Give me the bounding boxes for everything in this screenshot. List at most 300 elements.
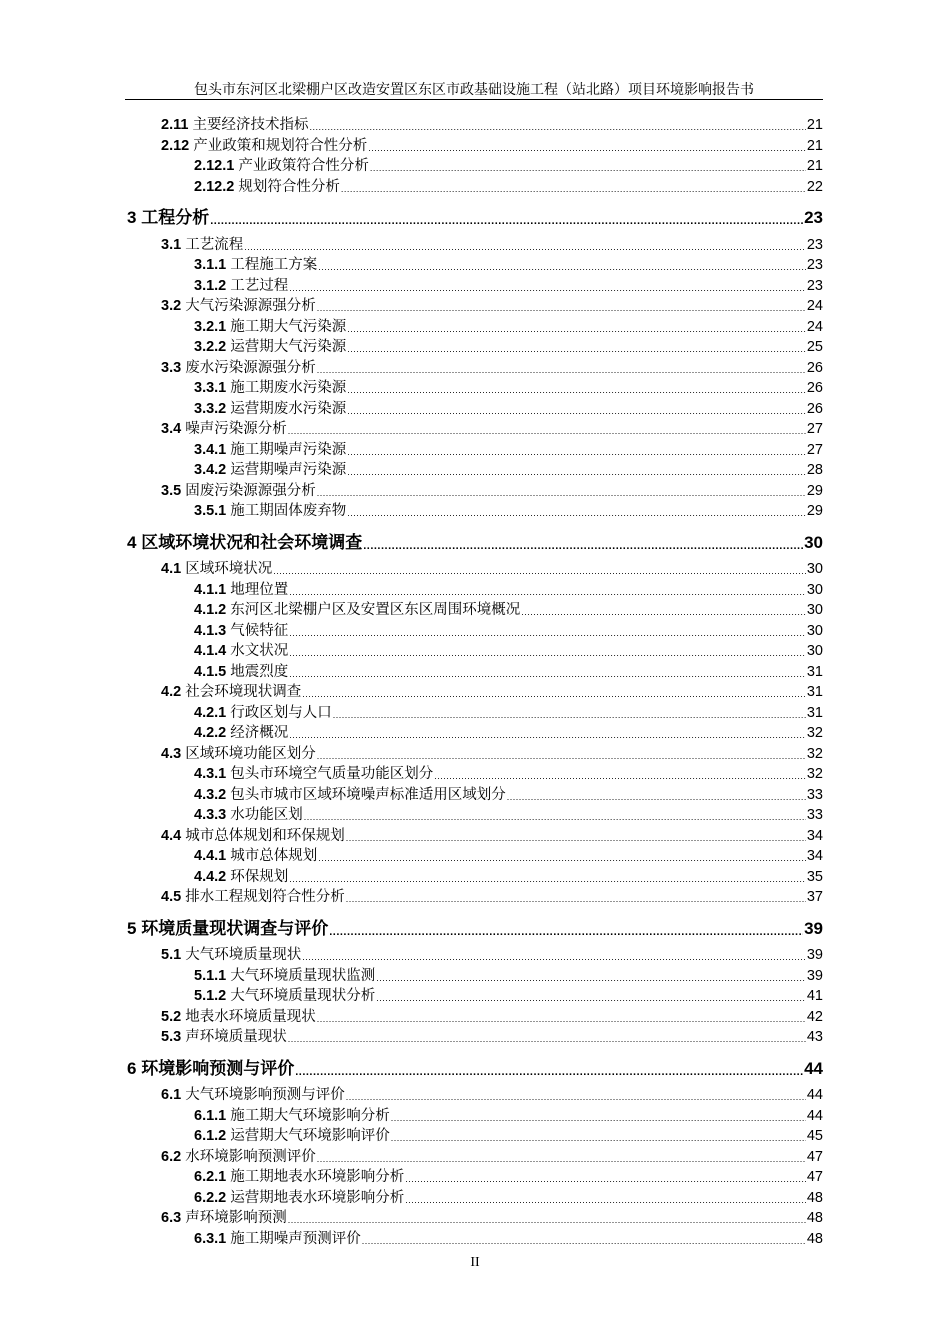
- toc-leader-dots: [376, 970, 806, 986]
- toc-entry-number: 2.12.2: [194, 178, 235, 195]
- toc-entry-title: 东河区北梁棚户区及安置区东区周围环境概况: [230, 602, 521, 618]
- toc-leader-dots: [370, 160, 806, 176]
- toc-entry-label: [194, 662, 288, 682]
- toc-entry-page: 25: [806, 339, 823, 355]
- toc-entry-page: 31: [806, 663, 823, 680]
- toc-leader-dots: [346, 891, 806, 907]
- toc-entry-title: 施工期固体废弃物: [230, 503, 347, 519]
- toc-entry-page: 43: [806, 1029, 823, 1045]
- toc-entry-number: 4.3.1: [194, 766, 227, 782]
- toc-entry-number: 5.1.1: [194, 967, 227, 984]
- toc-entry-label: [194, 255, 317, 275]
- toc-entry-number: 2.12: [161, 137, 190, 154]
- toc-entry[interactable]: [194, 764, 823, 784]
- toc-entry-title: 大气环境质量现状分析: [230, 988, 376, 1004]
- toc-entry-title: 包头市城市区域环境噪声标准适用区域划分: [230, 786, 506, 803]
- toc-entry-label: [161, 945, 301, 965]
- toc-entry-page: 23: [806, 257, 823, 273]
- toc-entry-title: 地震烈度: [230, 663, 289, 680]
- toc-entry-label: [194, 501, 346, 521]
- toc-entry-page: 21: [806, 117, 823, 133]
- toc-entry-title: 气候特征: [230, 622, 289, 639]
- toc-entry[interactable]: [161, 1208, 823, 1228]
- toc-entry[interactable]: [194, 580, 823, 600]
- toc-entry-number: 5: [127, 918, 137, 938]
- toc-entry-number: 6.1: [161, 1087, 182, 1103]
- toc-entry-number: 4.1: [161, 561, 182, 577]
- toc-entry-page: 22: [806, 178, 823, 195]
- toc-entry[interactable]: [194, 1167, 823, 1187]
- toc-entry-number: 5.2: [161, 1008, 182, 1025]
- toc-entry-label: [194, 317, 346, 337]
- toc-entry-number: 4.3: [161, 745, 182, 762]
- toc-entry-number: 3.3: [161, 359, 182, 376]
- toc-entry-title: 施工期废水污染源: [230, 380, 347, 396]
- toc-leader-dots: [309, 119, 805, 135]
- toc-entry[interactable]: [194, 846, 823, 866]
- toc-entry-page: 32: [806, 745, 823, 762]
- toc-leader-dots: [368, 140, 806, 156]
- toc-entry[interactable]: [161, 481, 823, 501]
- toc-entry[interactable]: [161, 419, 823, 439]
- toc-leader-dots: [329, 923, 803, 941]
- toc-leader-dots: [317, 362, 806, 378]
- toc-entry[interactable]: [194, 276, 823, 296]
- toc-leader-dots: [317, 748, 806, 764]
- toc-entry-number: 3.5.1: [194, 503, 227, 519]
- toc-entry-label: [161, 115, 308, 135]
- toc-entry[interactable]: [161, 826, 823, 846]
- toc-entry-number: 4.1.2: [194, 602, 227, 618]
- toc-entry-title: 施工期噪声预测评价: [230, 1230, 361, 1247]
- toc-entry-page: 27: [806, 421, 823, 437]
- toc-entry[interactable]: [161, 115, 823, 135]
- toc-entry[interactable]: [194, 501, 823, 521]
- toc-entry-page: 44: [806, 1087, 823, 1103]
- toc-entry-number: 6: [127, 1058, 137, 1078]
- toc-entry-page: 39: [804, 918, 823, 938]
- toc-entry[interactable]: [194, 177, 823, 197]
- toc-entry-title: 声环境质量现状: [185, 1029, 287, 1045]
- toc-entry-label: [194, 460, 346, 480]
- toc-entry-page: 23: [804, 208, 823, 227]
- toc-entry-page: 21: [806, 158, 823, 174]
- toc-entry-label: [194, 177, 340, 197]
- toc-entry-label: [194, 600, 520, 620]
- toc-entry-label: [161, 235, 243, 255]
- toc-entry[interactable]: [161, 358, 823, 378]
- toc-entry[interactable]: [127, 917, 823, 941]
- toc-entry-label: [161, 481, 316, 501]
- toc-entry-number: 4.3.3: [194, 807, 227, 823]
- toc-entry-label: [127, 917, 328, 941]
- toc-entry-number: 4.3.2: [194, 786, 227, 803]
- toc-entry[interactable]: [194, 255, 823, 275]
- toc-entry[interactable]: [161, 1027, 823, 1047]
- toc-leader-dots: [295, 1063, 803, 1081]
- toc-entry-number: 4.4: [161, 827, 182, 844]
- toc-leader-dots: [318, 259, 806, 275]
- toc-entry-label: [194, 378, 346, 398]
- toc-entry-title: 地理位置: [230, 581, 289, 598]
- toc-entry-label: [194, 723, 288, 743]
- toc-entry-number: 3.4: [161, 421, 182, 437]
- toc-entry-number: 3.5: [161, 482, 182, 499]
- toc-entry-number: 3.1: [161, 236, 182, 253]
- toc-entry-label: [127, 1057, 294, 1081]
- toc-entry-title: 区域环境功能区划分: [185, 745, 316, 762]
- toc-entry-title: 运营期大气环境影响评价: [230, 1128, 390, 1144]
- toc-entry-label: [194, 1126, 390, 1146]
- toc-leader-dots: [302, 686, 806, 702]
- page-header: 包头市东河区北梁棚户区改造安置区东区市政基础设施工程（站北路）项目环境影响报告书: [194, 83, 754, 98]
- toc-entry-number: 3.1.2: [194, 277, 227, 294]
- toc-entry-label: [194, 805, 303, 825]
- toc-entry-title: 大气环境质量现状监测: [230, 967, 376, 984]
- toc-leader-dots: [302, 949, 806, 965]
- toc-entry-number: 6.2.2: [194, 1189, 227, 1206]
- toc-entry-number: 6.1.1: [194, 1107, 227, 1124]
- toc-entry-label: [161, 296, 316, 316]
- toc-entry[interactable]: [161, 1085, 823, 1105]
- toc-entry-label: [161, 826, 345, 846]
- toc-leader-dots: [210, 212, 803, 230]
- toc-entry-number: 5.1: [161, 947, 182, 963]
- toc-entry[interactable]: [161, 136, 823, 156]
- toc-entry[interactable]: [194, 460, 823, 480]
- toc-entry-label: [194, 1188, 404, 1208]
- toc-entry[interactable]: [161, 296, 823, 316]
- toc-entry-number: 4.2.1: [194, 704, 227, 721]
- toc-leader-dots: [405, 1192, 806, 1208]
- toc-entry-label: [161, 1085, 345, 1105]
- toc-entry[interactable]: [194, 703, 823, 723]
- toc-entry[interactable]: [161, 945, 823, 965]
- toc-entry-number: 4.4.2: [194, 868, 227, 885]
- toc-entry-page: 48: [806, 1230, 823, 1247]
- toc-entry-page: 48: [806, 1210, 823, 1226]
- toc-entry-title: 工程分析: [141, 208, 210, 227]
- toc-leader-dots: [288, 423, 806, 439]
- toc-entry-title: 主要经济技术指标: [192, 117, 309, 133]
- toc-leader-dots: [347, 382, 806, 398]
- toc-entry-number: 4.1.3: [194, 622, 227, 639]
- toc-entry-number: 3.2.2: [194, 339, 227, 355]
- toc-entry-title: 大气环境质量现状: [185, 947, 302, 963]
- toc-entry-number: 2.11: [161, 117, 189, 133]
- toc-entry-page: 33: [806, 786, 823, 803]
- toc-entry[interactable]: [161, 744, 823, 764]
- toc-entry-title: 地表水环境质量现状: [185, 1008, 316, 1025]
- toc-entry-label: [194, 966, 375, 986]
- toc-entry-label: [194, 399, 346, 419]
- toc-leader-dots: [391, 1110, 806, 1126]
- toc-entry-title: 水文状况: [230, 643, 289, 659]
- toc-entry[interactable]: [194, 867, 823, 887]
- toc-entry-title: 城市总体规划和环保规划: [185, 827, 345, 844]
- toc-entry-page: 39: [806, 947, 823, 963]
- toc-entry[interactable]: [127, 206, 823, 230]
- toc-entry-page: 31: [806, 704, 823, 721]
- toc-entry-number: 5.3: [161, 1029, 182, 1045]
- toc-leader-dots: [346, 830, 806, 846]
- toc-entry-page: 23: [806, 236, 823, 253]
- toc-entry-label: [194, 764, 433, 784]
- toc-entry[interactable]: [194, 966, 823, 986]
- toc-entry[interactable]: [194, 156, 823, 176]
- toc-entry-label: [194, 1106, 390, 1126]
- toc-entry-title: 环境质量现状调查与评价: [141, 918, 329, 938]
- toc-leader-dots: [507, 789, 806, 805]
- toc-entry-page: 30: [804, 532, 823, 552]
- toc-entry-page: 47: [806, 1169, 823, 1185]
- toc-entry[interactable]: [161, 682, 823, 702]
- toc-leader-dots: [317, 1011, 806, 1027]
- toc-entry-page: 33: [806, 807, 823, 823]
- toc-entry-number: 5.1.2: [194, 988, 227, 1004]
- toc-entry-title: 运营期地表水环境影响分析: [230, 1189, 405, 1206]
- toc-entry-label: [161, 1208, 287, 1228]
- toc-entry[interactable]: [127, 1057, 823, 1081]
- toc-entry[interactable]: [161, 887, 823, 907]
- toc-entry-title: 工艺流程: [185, 236, 244, 253]
- toc-leader-dots: [317, 485, 806, 501]
- toc-entry-label: [194, 1167, 404, 1187]
- toc-leader-dots: [341, 181, 806, 197]
- toc-entry-page: 35: [806, 868, 823, 885]
- toc-entry-title: 废水污染源源强分析: [185, 359, 316, 376]
- toc-entry[interactable]: [194, 805, 823, 825]
- toc-entry-label: [194, 621, 288, 641]
- toc-entry-page: 29: [806, 503, 823, 519]
- toc-entry-page: 31: [806, 684, 823, 700]
- toc-entry-number: 6.3: [161, 1210, 182, 1226]
- toc-entry-label: [161, 136, 367, 156]
- toc-entry-title: 固废污染源源强分析: [185, 482, 316, 499]
- toc-entry[interactable]: [194, 662, 823, 682]
- toc-entry-page: 28: [806, 462, 823, 478]
- toc-leader-dots: [289, 666, 806, 682]
- toc-entry-title: 运营期废水污染源: [230, 400, 347, 417]
- toc-entry-number: 3.3.1: [194, 380, 227, 396]
- toc-entry-label: [194, 580, 288, 600]
- toc-leader-dots: [289, 645, 806, 661]
- toc-entry-title: 施工期大气污染源: [230, 318, 347, 335]
- toc-entry-label: [194, 867, 288, 887]
- toc-entry[interactable]: [194, 1188, 823, 1208]
- toc-entry-page: 32: [806, 766, 823, 782]
- toc-entry-page: 24: [806, 318, 823, 335]
- toc-entry-number: 4.5: [161, 889, 182, 905]
- toc-entry-number: 4.2: [161, 684, 182, 700]
- toc-leader-dots: [347, 403, 806, 419]
- toc-entry-title: 工艺过程: [230, 277, 289, 294]
- toc-entry-page: 48: [806, 1189, 823, 1206]
- toc-entry-title: 大气环境影响预测与评价: [185, 1087, 345, 1103]
- toc-entry-page: 41: [806, 988, 823, 1004]
- toc-entry[interactable]: [194, 1126, 823, 1146]
- toc-entry-title: 噪声污染源分析: [185, 421, 287, 437]
- toc-entry-page: 39: [806, 967, 823, 984]
- toc-leader-dots: [289, 727, 806, 743]
- toc-leader-dots: [347, 444, 806, 460]
- toc-entry-page: 23: [806, 277, 823, 294]
- toc-entry-label: [194, 337, 346, 357]
- toc-leader-dots: [289, 625, 806, 641]
- toc-entry-title: 城市总体规划: [230, 848, 318, 864]
- toc-entry-number: 4.1.5: [194, 663, 227, 680]
- toc-entry-label: [194, 276, 288, 296]
- toc-entry-title: 水环境影响预测评价: [185, 1148, 316, 1165]
- toc-leader-dots: [347, 505, 806, 521]
- toc-entry-label: [161, 1007, 316, 1027]
- toc-entry-number: 3.1.1: [194, 257, 227, 273]
- toc-entry[interactable]: [194, 986, 823, 1006]
- toc-entry-label: [161, 419, 287, 439]
- toc-leader-dots: [434, 768, 806, 784]
- toc-entry-number: 4: [127, 532, 137, 552]
- toc-entry[interactable]: [194, 621, 823, 641]
- toc-entry-number: 4.2.2: [194, 725, 227, 741]
- toc-entry-label: [161, 682, 301, 702]
- toc-entry-title: 声环境影响预测: [185, 1210, 287, 1226]
- toc-entry-title: 施工期噪声污染源: [230, 441, 347, 458]
- toc-entry-title: 运营期噪声污染源: [230, 462, 347, 478]
- toc-leader-dots: [376, 990, 806, 1006]
- toc-entry-title: 经济概况: [230, 725, 289, 741]
- page-number: II: [470, 1255, 480, 1270]
- toc-entry-title: 行政区划与人口: [230, 704, 332, 721]
- toc-entry-label: [161, 1027, 287, 1047]
- toc-entry-page: 44: [806, 1107, 823, 1124]
- toc-entry-label: [194, 156, 369, 176]
- toc-entry-title: 运营期大气污染源: [230, 339, 347, 355]
- toc-entry-number: 6.1.2: [194, 1128, 227, 1144]
- toc-entry-title: 社会环境现状调查: [185, 684, 302, 700]
- toc-entry-page: 37: [806, 889, 823, 905]
- toc-entry-number: 3.4.2: [194, 462, 227, 478]
- toc-entry-page: 27: [806, 441, 823, 458]
- toc-entry-number: 2.12.1: [194, 158, 235, 174]
- toc-entry-label: [194, 1229, 361, 1249]
- toc-entry-label: [194, 703, 332, 723]
- toc-entry-label: [161, 559, 272, 579]
- toc-entry[interactable]: [194, 1106, 823, 1126]
- toc-leader-dots: [362, 1233, 806, 1249]
- toc-entry-title: 包头市环境空气质量功能区划分: [230, 766, 434, 782]
- toc-entry-page: 26: [806, 380, 823, 396]
- toc-leader-dots: [289, 871, 806, 887]
- toc-leader-dots: [346, 1089, 806, 1105]
- toc-entry-number: 3.3.2: [194, 400, 227, 417]
- toc-leader-dots: [289, 584, 806, 600]
- toc-entry-page: 30: [806, 561, 823, 577]
- toc-entry[interactable]: [194, 785, 823, 805]
- toc-entry-title: 规划符合性分析: [238, 178, 340, 195]
- toc-leader-dots: [363, 537, 803, 555]
- toc-entry-number: 6.2: [161, 1148, 182, 1165]
- toc-entry-title: 施工期大气环境影响分析: [230, 1107, 390, 1124]
- toc-entry-page: 24: [806, 298, 823, 314]
- toc-entry-label: [127, 206, 209, 230]
- toc-entry[interactable]: [161, 235, 823, 255]
- toc-entry-number: 6.2.1: [194, 1169, 227, 1185]
- toc-entry[interactable]: [194, 337, 823, 357]
- toc-leader-dots: [347, 464, 806, 480]
- toc-entry-title: 工程施工方案: [230, 257, 318, 273]
- toc-leader-dots: [347, 321, 806, 337]
- toc-entry[interactable]: [161, 559, 823, 579]
- toc-entry[interactable]: [194, 317, 823, 337]
- toc-entry-page: 30: [806, 622, 823, 639]
- toc-entry-page: 47: [806, 1148, 823, 1165]
- toc-entry[interactable]: [194, 723, 823, 743]
- toc-entry-title: 环保规划: [230, 868, 289, 885]
- toc-leader-dots: [405, 1171, 806, 1187]
- toc-entry-title: 大气污染源源强分析: [185, 298, 316, 314]
- toc-entry-page: 30: [806, 581, 823, 598]
- toc-leader-dots: [304, 809, 806, 825]
- toc-entry-label: [161, 358, 316, 378]
- toc-leader-dots: [333, 707, 806, 723]
- toc-leader-dots: [317, 300, 806, 316]
- toc-entry-number: 3.2: [161, 298, 182, 314]
- toc-entry-page: 21: [806, 137, 823, 154]
- toc-entry[interactable]: [194, 641, 823, 661]
- toc-entry-title: 区域环境状况和社会环境调查: [141, 532, 363, 552]
- toc-entry-page: 30: [806, 602, 823, 618]
- toc-entry[interactable]: [161, 1007, 823, 1027]
- toc-entry[interactable]: [127, 531, 823, 555]
- toc-entry[interactable]: [161, 1147, 823, 1167]
- toc-entry[interactable]: [194, 399, 823, 419]
- toc-entry-label: [161, 744, 316, 764]
- toc-entry-page: 42: [806, 1008, 823, 1025]
- toc-entry-title: 施工期地表水环境影响分析: [230, 1169, 405, 1185]
- toc-leader-dots: [347, 341, 806, 357]
- toc-entry-number: 3: [127, 208, 137, 227]
- toc-entry[interactable]: [194, 378, 823, 398]
- toc-entry-label: [194, 846, 317, 866]
- toc-entry-page: 45: [806, 1128, 823, 1144]
- toc-entry-page: 34: [806, 827, 823, 844]
- toc-entry-title: 环境影响预测与评价: [141, 1058, 295, 1078]
- toc-leader-dots: [244, 239, 806, 255]
- toc-entry-page: 32: [806, 725, 823, 741]
- toc-entry-title: 排水工程规划符合性分析: [185, 889, 345, 905]
- toc-entry[interactable]: [194, 1229, 823, 1249]
- toc-entry-label: [161, 887, 345, 907]
- toc-entry-number: 3.4.1: [194, 441, 227, 458]
- toc-entry-title: 产业政策符合性分析: [238, 158, 369, 174]
- toc-leader-dots: [317, 1151, 806, 1167]
- toc-entry-page: 26: [806, 359, 823, 376]
- toc-entry-label: [194, 641, 288, 661]
- toc-entry-title: 水功能区划: [230, 807, 303, 823]
- toc-entry-page: 44: [804, 1058, 823, 1078]
- toc-entry-label: [194, 986, 375, 1006]
- toc-entry-label: [161, 1147, 316, 1167]
- toc-entry-label: [194, 785, 506, 805]
- header-rule: [125, 99, 823, 100]
- toc-leader-dots: [288, 1031, 806, 1047]
- toc-entry-title: 产业政策和规划符合性分析: [193, 137, 368, 154]
- toc-entry-number: 4.1.1: [194, 581, 227, 598]
- toc-entry[interactable]: [194, 600, 823, 620]
- toc-entry-page: 29: [806, 482, 823, 499]
- toc-entry-page: 26: [806, 400, 823, 417]
- toc-entry[interactable]: [194, 440, 823, 460]
